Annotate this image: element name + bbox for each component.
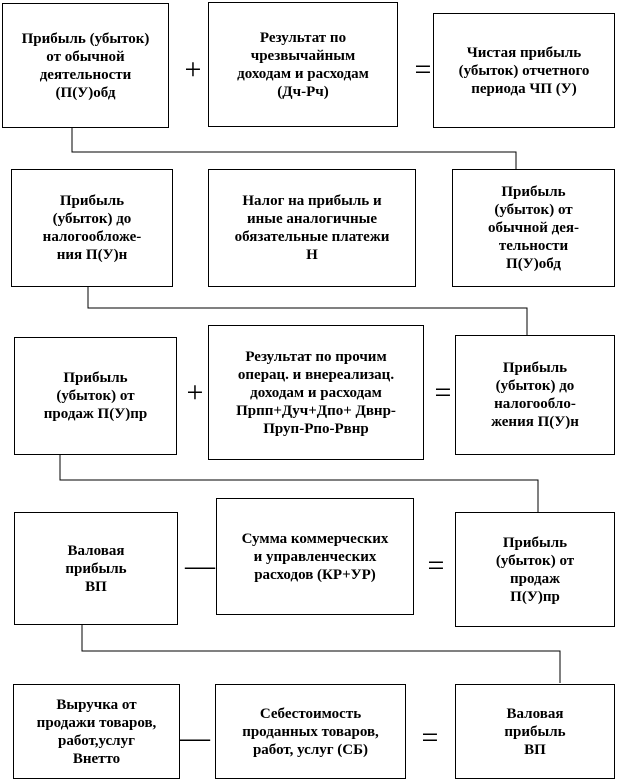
connector-row1-to-row2 (72, 128, 516, 169)
row5-equals-operator: = (421, 721, 439, 754)
row1-equals-operator: = (414, 53, 432, 86)
row4-middle-box: Сумма коммерческих и управленческих расходов (КР+УР) (216, 498, 414, 615)
row3-left-box: Прибыль (убыток) от продаж П(У)пр (14, 337, 177, 455)
row1-right-box: Чистая прибыль (убыток) отчетного периода ЧП (У) (433, 13, 615, 128)
row5-right-box: Валовая прибыль ВП (455, 684, 615, 779)
row5-middle-box: Себестоимость проданных товаров, работ, услуг (СБ) (215, 684, 406, 779)
row1-plus-operator: + (184, 53, 202, 86)
row3-middle-box: Результат по прочим операц. и внереализац. доходам и расходам Прпп+Дуч+Дпо+ Двнр- Пруп-Рпо-Рвнр (208, 325, 424, 460)
row4-minus-operator: — (185, 549, 215, 582)
row5-minus-operator: — (180, 721, 210, 754)
row4-equals-operator: = (427, 549, 445, 582)
row3-plus-operator: + (186, 376, 204, 409)
row2-middle-box: Налог на прибыль и иные аналогичные обязательные платежи Н (208, 169, 416, 287)
row3-right-box: Прибыль (убыток) до налогообло- жения П(У)н (455, 335, 615, 455)
row5-left-box: Выручка от продажи товаров, работ,услуг Внетто (13, 684, 180, 779)
row2-left-box: Прибыль (убыток) до налогообложе- ния П(У)н (11, 169, 173, 287)
row1-left-box: Прибыль (убыток) от обычной деятельности (П(У)обд (2, 3, 169, 128)
row4-left-box: Валовая прибыль ВП (14, 512, 178, 625)
row3-equals-operator: = (434, 376, 452, 409)
row4-right-box: Прибыль (убыток) от продаж П(У)пр (455, 512, 615, 627)
row1-middle-box: Результат по чрезвычайным доходам и расходам (Дч-Рч) (208, 2, 398, 127)
connector-row4-to-row5 (82, 625, 560, 683)
row2-right-box: Прибыль (убыток) от обычной дея- тельности П(У)обд (452, 169, 615, 287)
